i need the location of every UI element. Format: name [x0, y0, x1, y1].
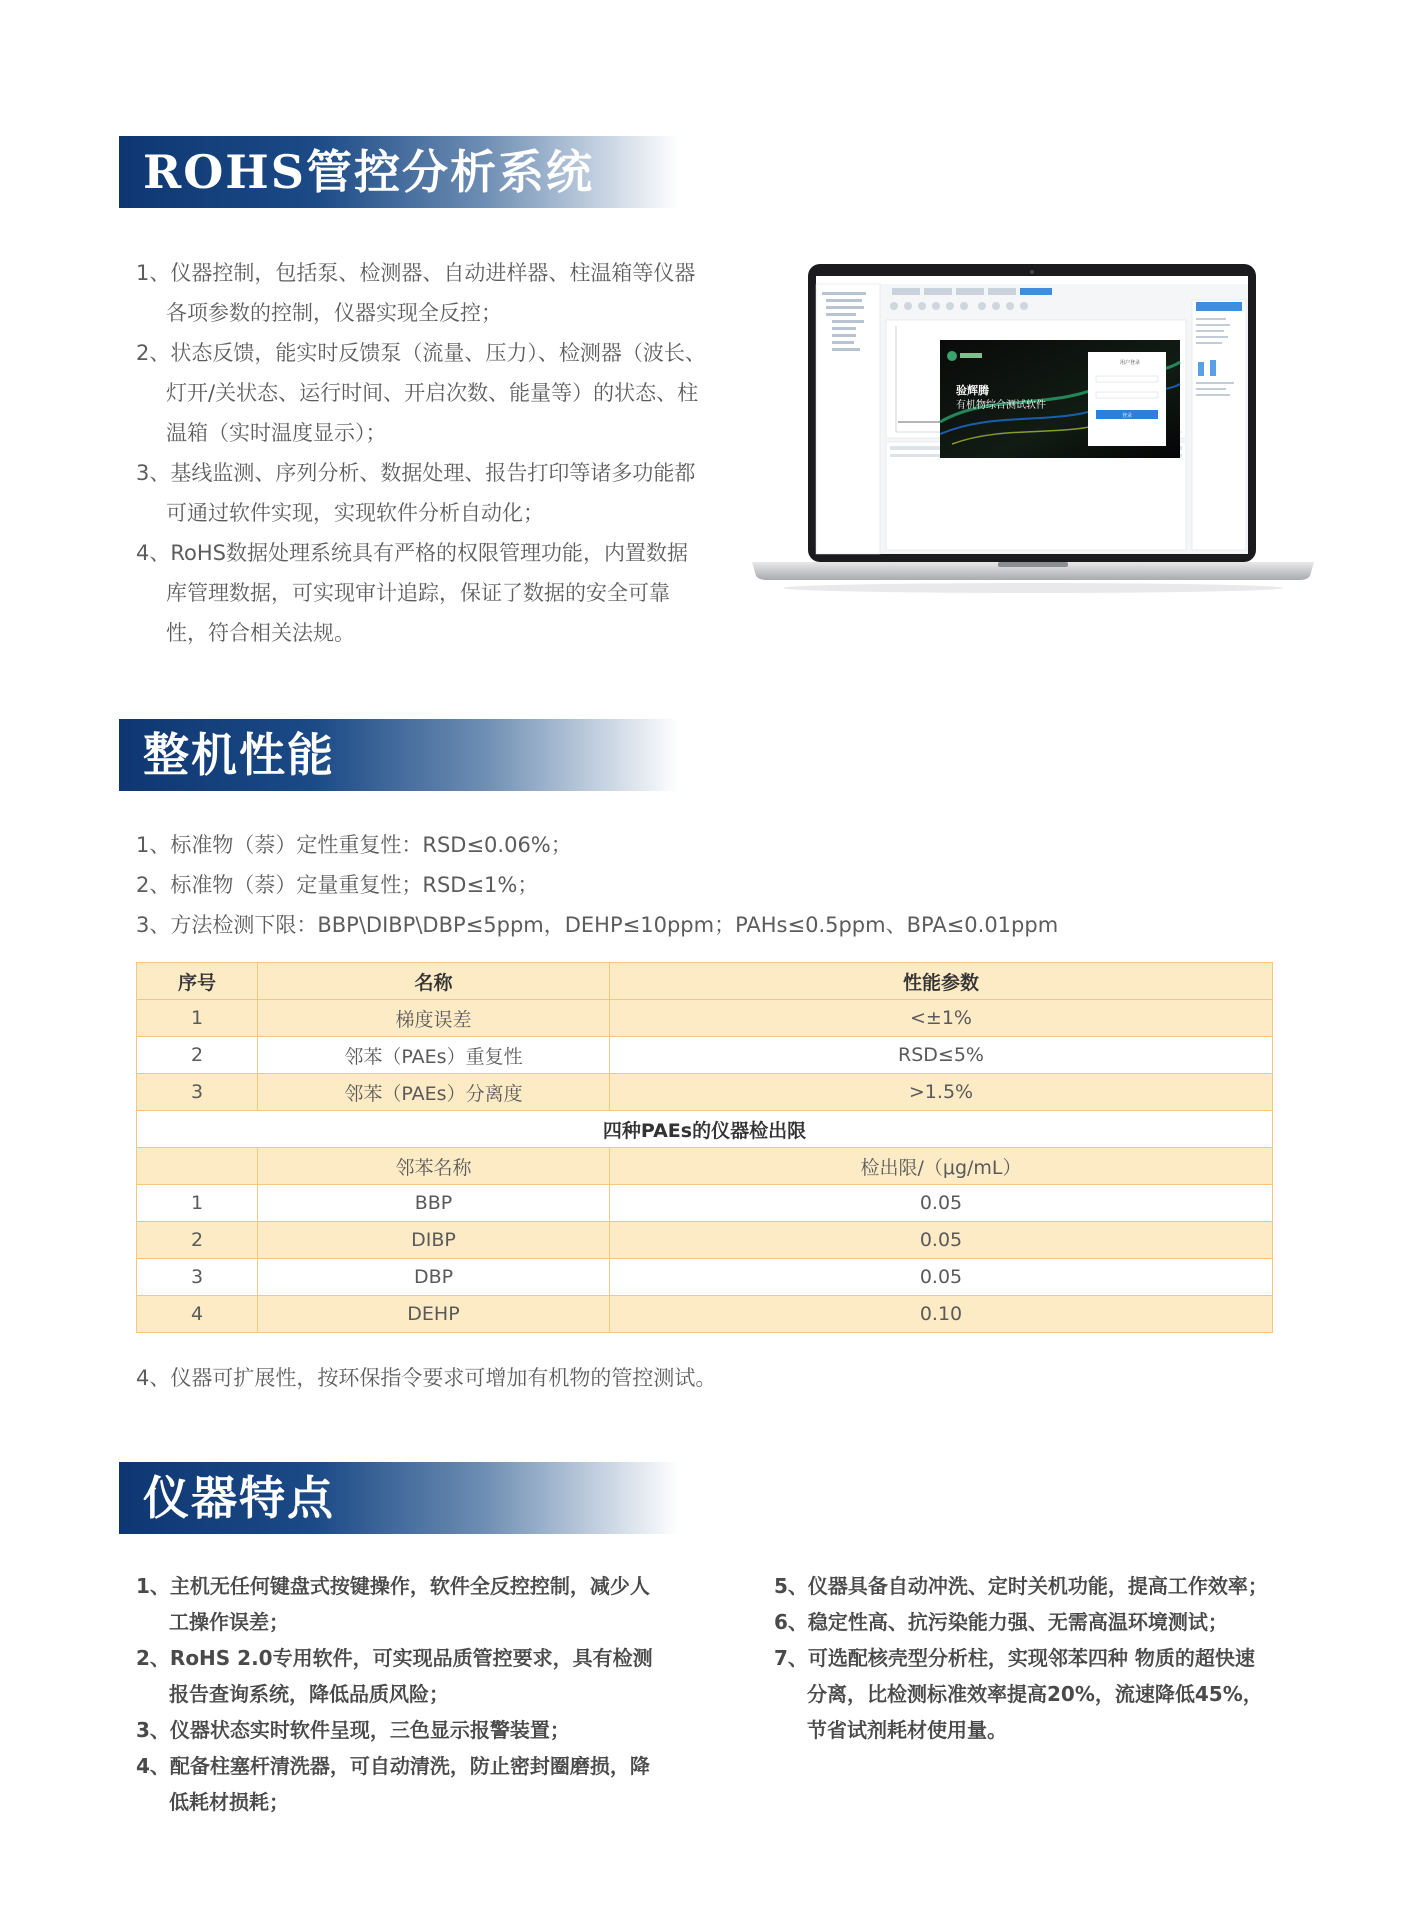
table-cell: 4	[137, 1296, 258, 1333]
table-header-row	[137, 963, 1273, 1000]
login-button-label: 登录	[1122, 413, 1133, 419]
splash-subtitle: 有机物综合测试软件	[956, 400, 1046, 411]
performance-section-title: 整机性能	[143, 728, 335, 782]
list-item: 4、RoHS数据处理系统具有严格的权限管理功能，内置数据库管理数据，可实现审计追踪，保证了数据的安全可靠性，符合相关法规。	[136, 541, 688, 645]
table-cell: 邻苯（PAEs）分离度	[258, 1074, 610, 1111]
table-cell: 0.05	[610, 1222, 1273, 1259]
list-item: 1、标准物（萘）定性重复性：RSD≤0.06%；	[136, 833, 572, 857]
table-cell: 检出限/（μg/mL）	[610, 1148, 1273, 1185]
table-cell: 邻苯（PAEs）重复性	[258, 1037, 610, 1074]
username-field[interactable]	[1096, 376, 1158, 382]
performance-list	[136, 825, 1286, 945]
performance-section-banner	[119, 719, 679, 791]
table-cell	[137, 1148, 258, 1185]
table-row	[137, 1074, 1273, 1111]
list-item: 2、状态反馈，能实时反馈泵（流量、压力）、检测器（波长、灯开/关状态、运行时间、开启次数、能量等）的状态、柱温箱（实时温度显示）；	[136, 341, 706, 445]
table-cell: RSD≤5%	[610, 1037, 1273, 1074]
list-item: 1、仪器控制，包括泵、检测器、自动进样器、柱温箱等仪器各项参数的控制，仪器实现全反控；	[136, 261, 696, 325]
list-item: 4、配备柱塞杆清洗器，可自动清洗，防止密封圈磨损，降低耗材损耗；	[136, 1754, 650, 1814]
splash-title: 验辉腾	[956, 384, 989, 397]
features-section-title: 仪器特点	[143, 1471, 335, 1525]
table-cell: >1.5%	[610, 1074, 1273, 1111]
list-item: 1、主机无任何键盘式按键操作，软件全反控控制，减少人工操作误差；	[136, 1574, 650, 1634]
table-row	[137, 1185, 1273, 1222]
table-cell: <±1%	[610, 1000, 1273, 1037]
table-row	[137, 1000, 1273, 1037]
table-cell: 邻苯名称	[258, 1148, 610, 1185]
table-row	[137, 1037, 1273, 1074]
table-cell: 3	[137, 1074, 258, 1111]
table-header-cell: 序号	[137, 963, 258, 1000]
table-row	[137, 1259, 1273, 1296]
performance-table	[136, 962, 1273, 1333]
rohs-feature-list	[136, 253, 706, 653]
table-cell: 梯度误差	[258, 1000, 610, 1037]
rohs-section-banner	[119, 136, 679, 208]
table-cell: 1	[137, 1000, 258, 1037]
list-item: 3、仪器状态实时软件呈现，三色显示报警装置；	[136, 1718, 570, 1742]
table-cell: DBP	[258, 1259, 610, 1296]
table-header-cell: 名称	[258, 963, 610, 1000]
table-cell: DIBP	[258, 1222, 610, 1259]
table-cell: 2	[137, 1037, 258, 1074]
features-section-banner	[119, 1462, 679, 1534]
table-cell: 0.05	[610, 1259, 1273, 1296]
list-item: 2、标准物（萘）定量重复性；RSD≤1%；	[136, 873, 539, 897]
performance-note: 4、仪器可扩展性，按环保指令要求可增加有机物的管控测试。	[136, 1366, 717, 1390]
table-cell: 1	[137, 1185, 258, 1222]
table-cell: 2	[137, 1222, 258, 1259]
table-cell: DEHP	[258, 1296, 610, 1333]
rohs-section-title: ROHS管控分析系统	[143, 145, 594, 199]
list-item: 5、仪器具备自动冲洗、定时关机功能，提高工作效率；	[774, 1574, 1268, 1598]
list-item: 3、方法检测下限：BBP\DIBP\DBP≤5ppm，DEHP≤10ppm；PAHs≤0.5ppm、BPA≤0.01ppm	[136, 913, 1059, 937]
laptop-software-image	[752, 262, 1314, 602]
table-subheader-row	[137, 1148, 1273, 1185]
features-list-right	[774, 1568, 1274, 1748]
list-item: 6、稳定性高、抗污染能力强、无需高温环境测试；	[774, 1610, 1228, 1634]
features-list-left	[136, 1568, 656, 1820]
table-row	[137, 1222, 1273, 1259]
table-cell: 0.10	[610, 1296, 1273, 1333]
list-item: 2、RoHS 2.0专用软件，可实现品质管控要求，具有检测报告查询系统，降低品质风险；	[136, 1646, 653, 1706]
table-header-cell: 性能参数	[610, 963, 1273, 1000]
list-item: 7、可选配核壳型分析柱，实现邻苯四种 物质的超快速分离，比检测标准效率提高20%，流速降低45%，节省试剂耗材使用量。	[774, 1646, 1263, 1742]
list-item: 3、基线监测、序列分析、数据处理、报告打印等诸多功能都可通过软件实现，实现软件分析自动化；	[136, 461, 696, 525]
password-field[interactable]	[1096, 392, 1158, 398]
table-cell: 0.05	[610, 1185, 1273, 1222]
login-title: 用户登录	[1120, 360, 1141, 366]
table-subtitle-row	[137, 1111, 1273, 1148]
table-cell: BBP	[258, 1185, 610, 1222]
table-subtitle: 四种PAEs的仪器检出限	[137, 1111, 1273, 1148]
table-cell: 3	[137, 1259, 258, 1296]
table-row	[137, 1296, 1273, 1333]
